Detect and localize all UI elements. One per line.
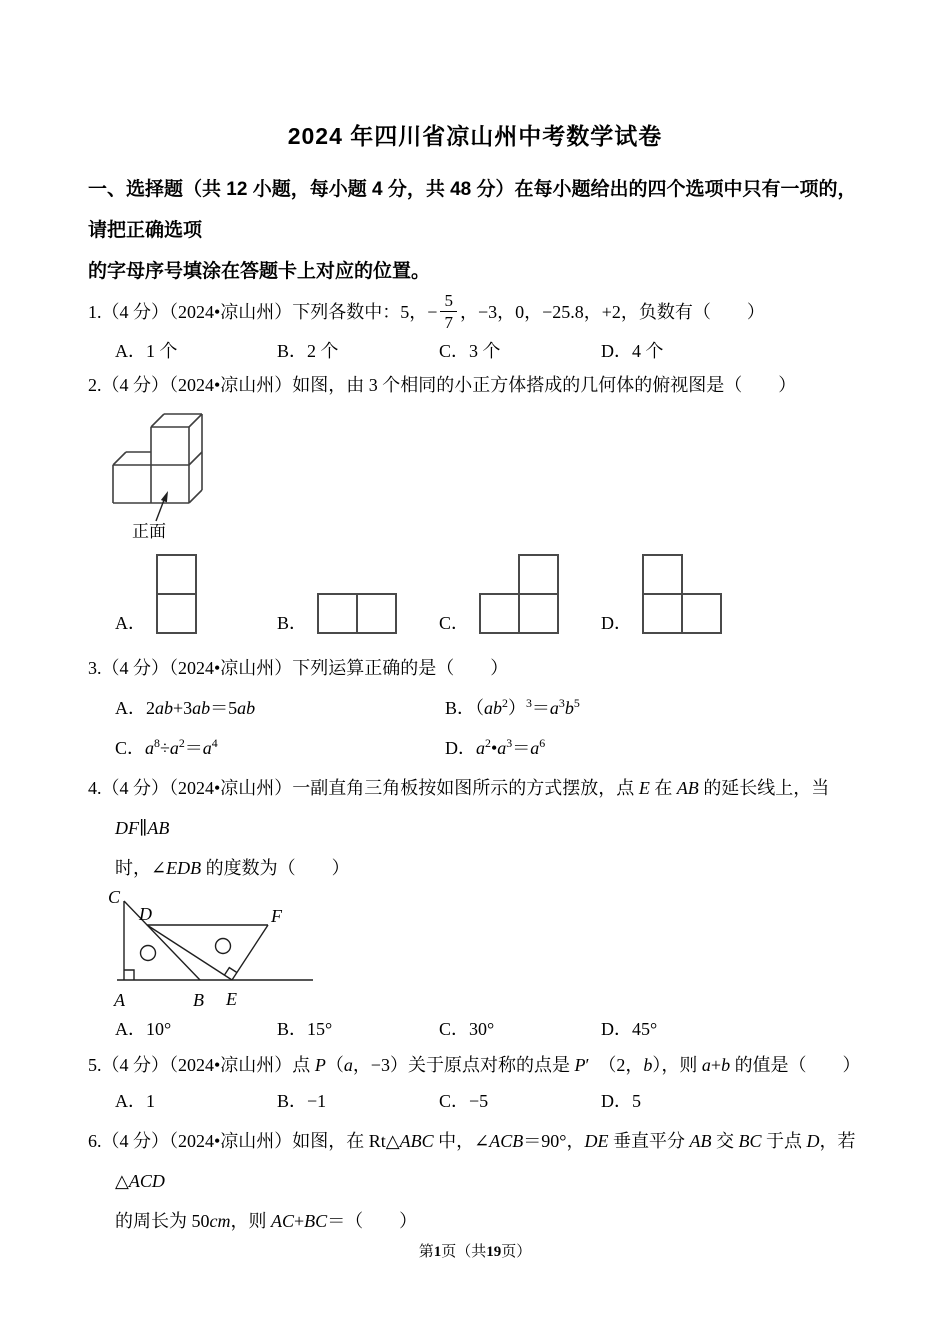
- option-d: D．5: [601, 1091, 641, 1112]
- footer-page-number: 第1页（共19页）: [418, 1244, 532, 1260]
- question-4: 4.（4 分）（2024•凉山州）一副直角三角板按如图所示的方式摆放，点 E 在 AB 的延长线上，当 DF∥AB 时，∠EDB 的度数为（ ）: [88, 778, 830, 879]
- fraction-numerator: 5: [440, 290, 457, 312]
- point-label-e: E: [226, 989, 237, 1010]
- fraction-5-7: [440, 290, 457, 333]
- option-a: A．1 个: [115, 341, 178, 362]
- point-label-c: C: [108, 888, 121, 908]
- question-4-figure: [95, 888, 862, 1015]
- option-b: B．−1: [277, 1091, 327, 1112]
- option-b: B．$(ab^2)^3=a^3b^5$: [445, 696, 580, 719]
- option-c: C．−5: [439, 1091, 489, 1112]
- top-view-d-l-shape-top-left: [642, 554, 722, 634]
- question-1-text-after: ，−3，0，−25.8，+2，负数有（ ）: [459, 302, 765, 322]
- option-a: A．10°: [115, 1019, 172, 1040]
- question-5-options: [88, 1089, 862, 1113]
- option-c: C．$a^8\div a^2=a^4$: [115, 736, 218, 759]
- fraction-denominator: 7: [444, 313, 453, 333]
- point-label-b: B: [193, 990, 204, 1011]
- top-view-c-l-shape-top-right: [479, 554, 559, 634]
- option-a-letter: A．: [115, 613, 146, 634]
- page-title: 2024 年四川省凉山州中考数学试卷: [287, 123, 663, 149]
- option-b: B．2 个: [277, 341, 339, 362]
- option-c-letter: C．: [439, 613, 470, 634]
- question-6: 6.（4 分）（2024•凉山州）如图，在 Rt△ABC 中，∠ACB＝90°，DE 垂直平分 AB 交 BC 于点 D，若△ACD 的周长为 50cm，则 AC+BC＝（ ）: [88, 1131, 856, 1232]
- option-c: C．30°: [439, 1019, 495, 1040]
- question-2-option-figures: [88, 553, 862, 634]
- point-label-a: A: [114, 990, 125, 1011]
- question-2-figure: [96, 407, 862, 541]
- question-5: 5.（4 分）（2024•凉山州）点 P（a，−3）关于原点对称的点是 P′ （2，b），则 a+b 的值是（ ）: [88, 1055, 861, 1076]
- option-d-figure: [601, 554, 763, 634]
- option-d: D．45°: [601, 1019, 658, 1040]
- top-view-a-two-vertical-squares: [156, 554, 197, 634]
- option-a: A．1: [115, 1091, 155, 1112]
- question-2: 2.（4 分）（2024•凉山州）如图，由 3 个相同的小正方体搭成的几何体的俯视图是（ ）: [88, 375, 797, 396]
- triangle-rulers-figure: [95, 888, 345, 1015]
- option-a: A．2ab+3ab＝5ab: [115, 698, 256, 719]
- front-face-label: 正面: [132, 522, 166, 542]
- question-1-options: [88, 339, 862, 363]
- option-c-figure: [439, 554, 601, 634]
- option-a-figure: [115, 554, 277, 634]
- question-1: [88, 292, 862, 335]
- question-3-options: [88, 688, 862, 768]
- option-d: D．4 个: [601, 341, 664, 362]
- top-view-b-two-horizontal-squares: [317, 593, 397, 634]
- front-arrow: [156, 491, 168, 521]
- option-b-letter: B．: [277, 613, 308, 634]
- option-d: D．$a^2•a^3=a^6$: [445, 736, 546, 759]
- option-c: C．3 个: [439, 341, 501, 362]
- point-label-f: F: [271, 906, 282, 927]
- question-3: 3.（4 分）（2024•凉山州）下列运算正确的是（ ）: [88, 658, 509, 679]
- section-1-heading: 一、选择题（共 12 小题，每小题 4 分，共 48 分）在每小题给出的四个选项中只有一项的，请把正确选项 的字母序号填涂在答题卡上对应的位置。: [88, 179, 857, 282]
- option-d-letter: D．: [601, 613, 632, 634]
- question-4-options: [88, 1017, 862, 1041]
- question-1-text-before: 1.（4 分）（2024•凉山州）下列各数中：5，−: [88, 302, 438, 322]
- cubes-isometric-figure: [96, 407, 210, 541]
- point-label-d: D: [139, 904, 152, 925]
- option-b-figure: [277, 593, 439, 634]
- cube-edges: [113, 414, 202, 503]
- option-b: B．15°: [277, 1019, 333, 1040]
